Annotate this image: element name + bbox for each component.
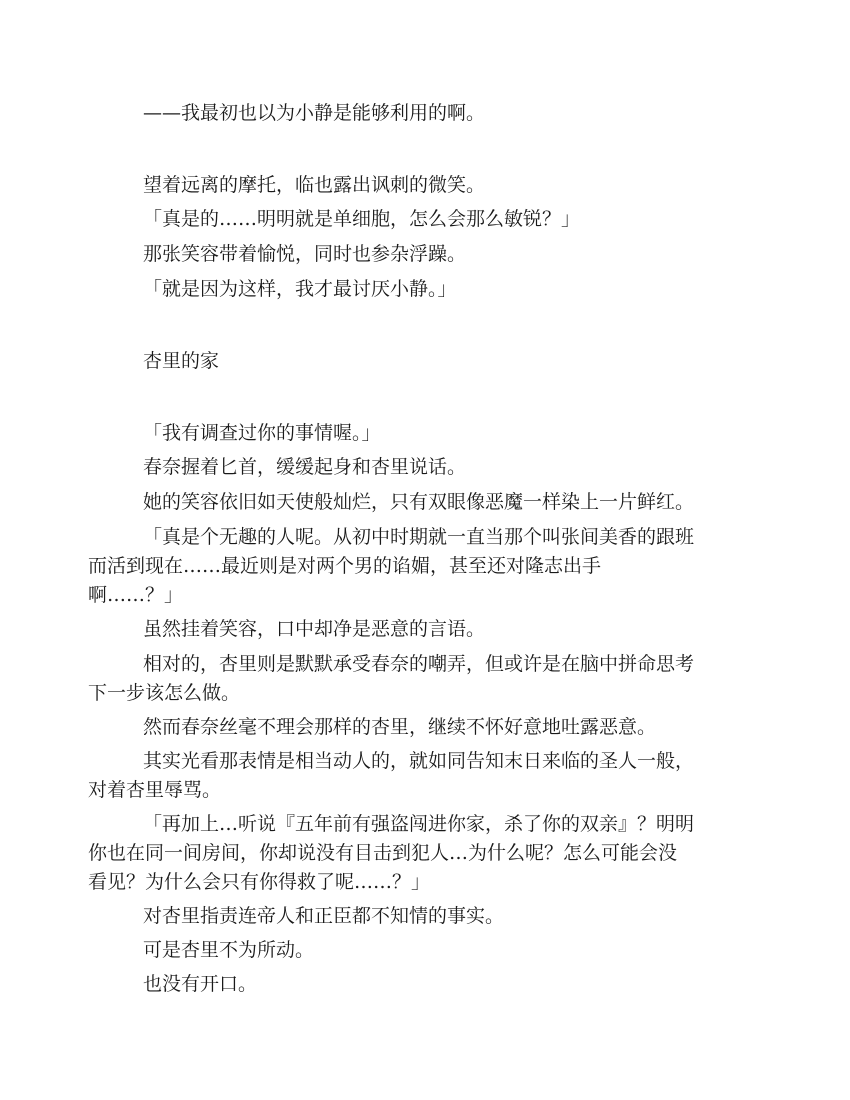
paragraph-line: 「真是个无趣的人呢。从初中时期就一直当那个叫张间美香的跟班 bbox=[143, 526, 695, 548]
paragraph-line: 「再加上…听说『五年前有强盗闯进你家，杀了你的双亲』？明明 bbox=[143, 813, 695, 835]
paragraph: 她的笑容依旧如天使般灿烂，只有双眼像恶魔一样染上一片鲜红。 bbox=[143, 491, 695, 513]
paragraph: 「就是因为这样，我才最讨厌小静。」 bbox=[143, 278, 457, 300]
paragraph: 那张笑容带着愉悦，同时也参杂浮躁。 bbox=[143, 243, 467, 265]
paragraph-line: 啊……？」 bbox=[88, 584, 184, 606]
paragraph: 望着远离的摩托，临也露出讽刺的微笑。 bbox=[143, 174, 486, 196]
paragraph: 对杏里指责连帝人和正臣都不知情的事实。 bbox=[143, 905, 505, 927]
paragraph-line: 而活到现在……最近则是对两个男的谄媚，甚至还对隆志出手 bbox=[88, 555, 602, 577]
paragraph: 然而春奈丝毫不理会那样的杏里，继续不怀好意地吐露恶意。 bbox=[143, 716, 657, 738]
scene-heading: 杏里的家 bbox=[143, 350, 220, 372]
paragraph-line: 下一步该怎么做。 bbox=[88, 682, 241, 704]
paragraph: ——我最初也以为小静是能够利用的啊。 bbox=[143, 102, 486, 124]
paragraph-line: 你也在同一间房间，你却说没有目击到犯人…为什么呢？怎么可能会没 bbox=[88, 842, 678, 864]
paragraph-line: 看见？为什么会只有你得救了呢……？」 bbox=[88, 871, 431, 893]
paragraph: 也没有开口。 bbox=[143, 973, 258, 995]
paragraph: 「我有调查过你的事情喔。」 bbox=[143, 422, 381, 444]
paragraph-line: 相对的，杏里则是默默承受春奈的嘲弄，但或许是在脑中拼命思考 bbox=[143, 653, 695, 675]
paragraph: 虽然挂着笑容，口中却净是恶意的言语。 bbox=[143, 618, 486, 640]
paragraph: 可是杏里不为所动。 bbox=[143, 939, 315, 961]
paragraph: 春奈握着匕首，缓缓起身和杏里说话。 bbox=[143, 456, 467, 478]
paragraph: 「真是的……明明就是单细胞，怎么会那么敏锐？」 bbox=[143, 208, 581, 230]
paragraph-line: 其实光看那表情是相当动人的，就如同告知末日来临的圣人一般， bbox=[143, 750, 695, 772]
paragraph-line: 对着杏里辱骂。 bbox=[88, 779, 222, 801]
